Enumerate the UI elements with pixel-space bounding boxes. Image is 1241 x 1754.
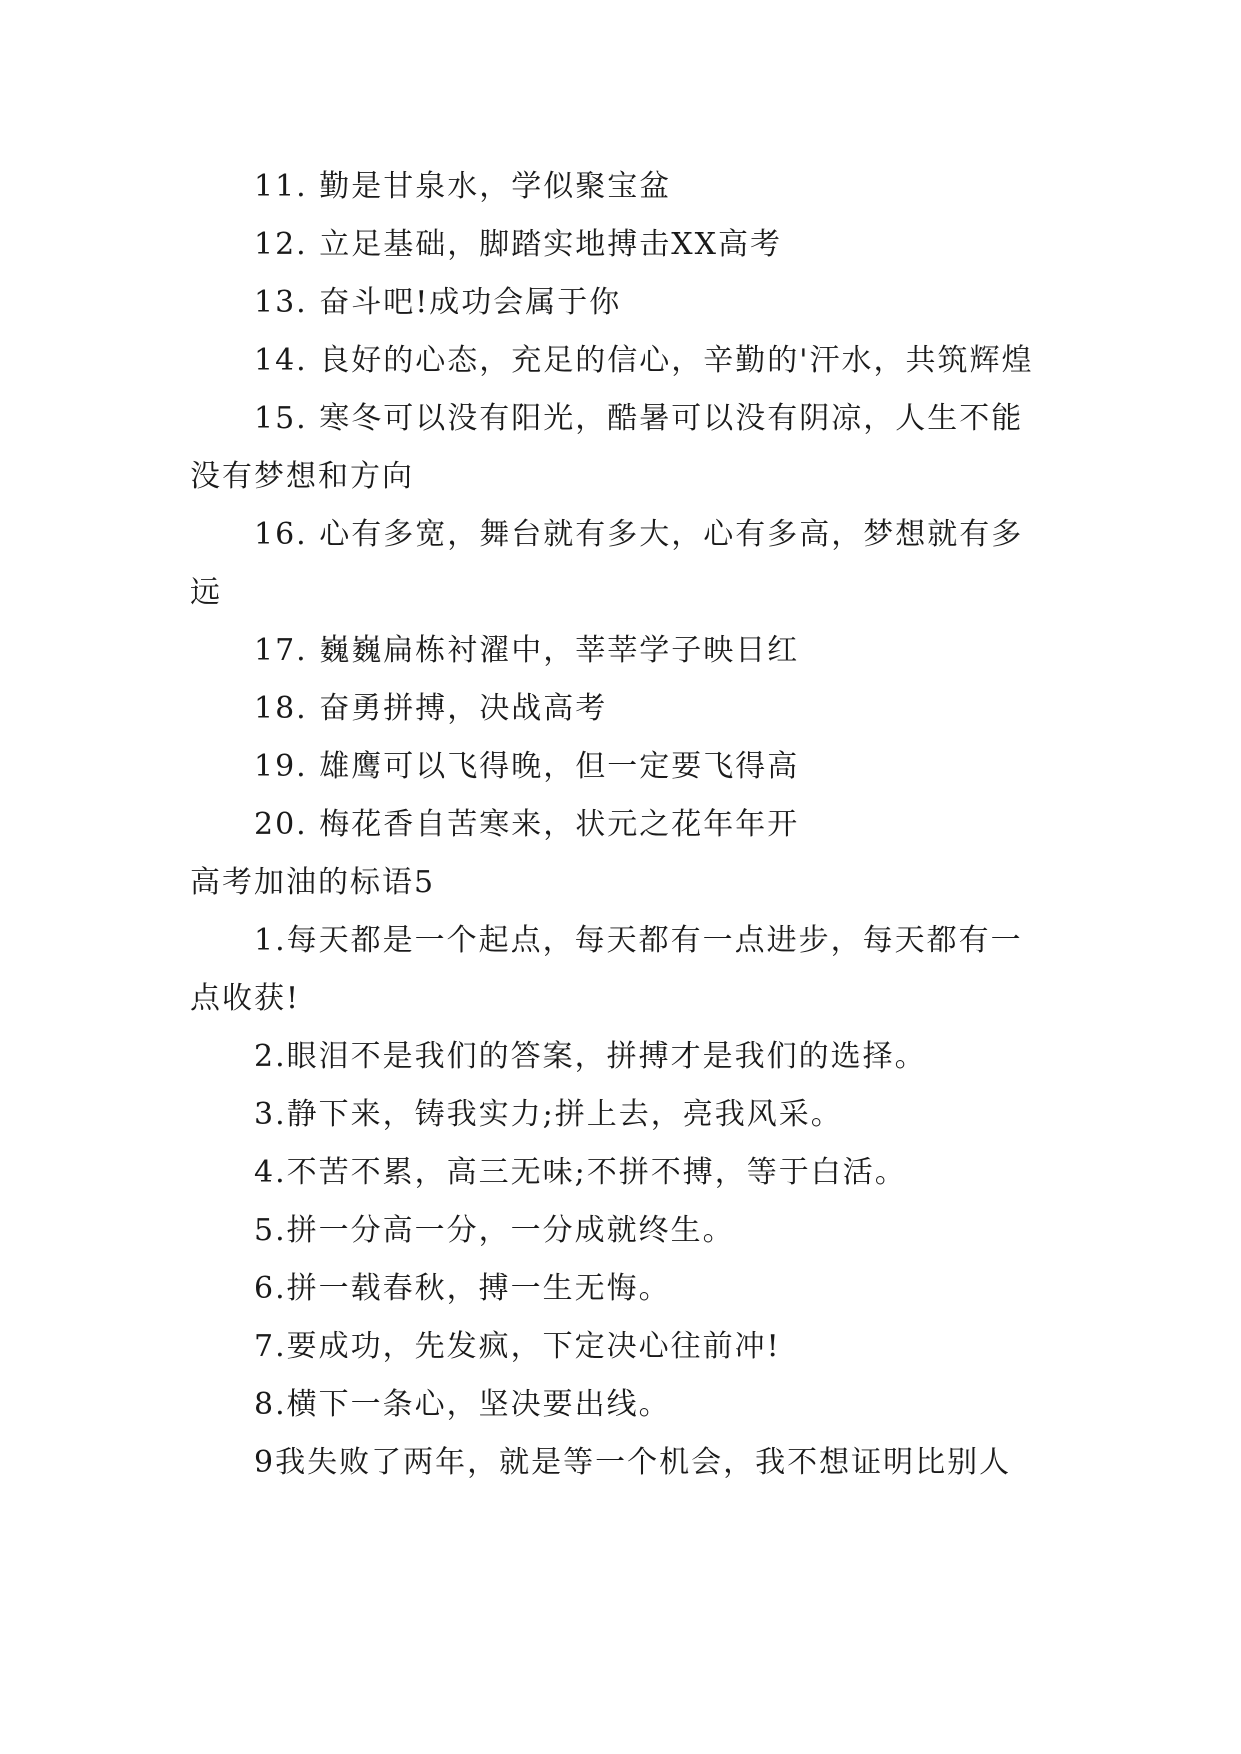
slogan-item-19: 19. 雄鹰可以飞得晚，但一定要飞得高 — [254, 749, 800, 784]
slogan-item-20: 20. 梅花香自苦寒来，状元之花年年开 — [254, 807, 800, 842]
document-body — [190, 158, 1052, 1492]
slogan-item-4: 4.不苦不累，高三无味;不拼不搏，等于白活。 — [254, 1155, 907, 1190]
slogan-item-3: 3.静下来，铸我实力;拼上去，亮我风采。 — [254, 1097, 843, 1132]
slogan-item-8: 8.横下一条心，坚决要出线。 — [254, 1387, 671, 1422]
section-heading: 高考加油的标语5 — [190, 865, 436, 900]
slogan-item-7: 7.要成功，先发疯，下定决心往前冲! — [254, 1329, 781, 1364]
slogan-item-16: 16. 心有多宽，舞台就有多大，心有多高，梦想就有多远 — [190, 517, 1024, 610]
slogan-item-6: 6.拼一载春秋，搏一生无悔。 — [254, 1271, 671, 1306]
slogan-item-2: 2.眼泪不是我们的答案，拼搏才是我们的选择。 — [254, 1039, 927, 1074]
slogan-item-17: 17. 巍巍扁栋衬濯中，莘莘学子映日红 — [254, 633, 800, 668]
slogan-item-5: 5.拼一分高一分，一分成就终生。 — [254, 1213, 735, 1248]
slogan-item-15: 15. 寒冬可以没有阳光，酷暑可以没有阴凉，人生不能没有梦想和方向 — [190, 401, 1024, 494]
slogan-item-14: 14. 良好的心态，充足的信心，辛勤的'汗水，共筑辉煌 — [254, 343, 1034, 378]
slogan-item-1: 1.每天都是一个起点，每天都有一点进步，每天都有一点收获! — [190, 923, 1023, 1016]
slogan-item-11: 11. 勤是甘泉水，学似聚宝盆 — [254, 169, 672, 204]
slogan-item-9: 9我失败了两年，就是等一个机会，我不想证明比别人 — [254, 1445, 1012, 1480]
slogan-item-13: 13. 奋斗吧!成功会属于你 — [254, 285, 622, 320]
slogan-item-12: 12. 立足基础，脚踏实地搏击XX高考 — [254, 227, 782, 262]
slogan-item-18: 18. 奋勇拼搏，决战高考 — [254, 691, 608, 726]
